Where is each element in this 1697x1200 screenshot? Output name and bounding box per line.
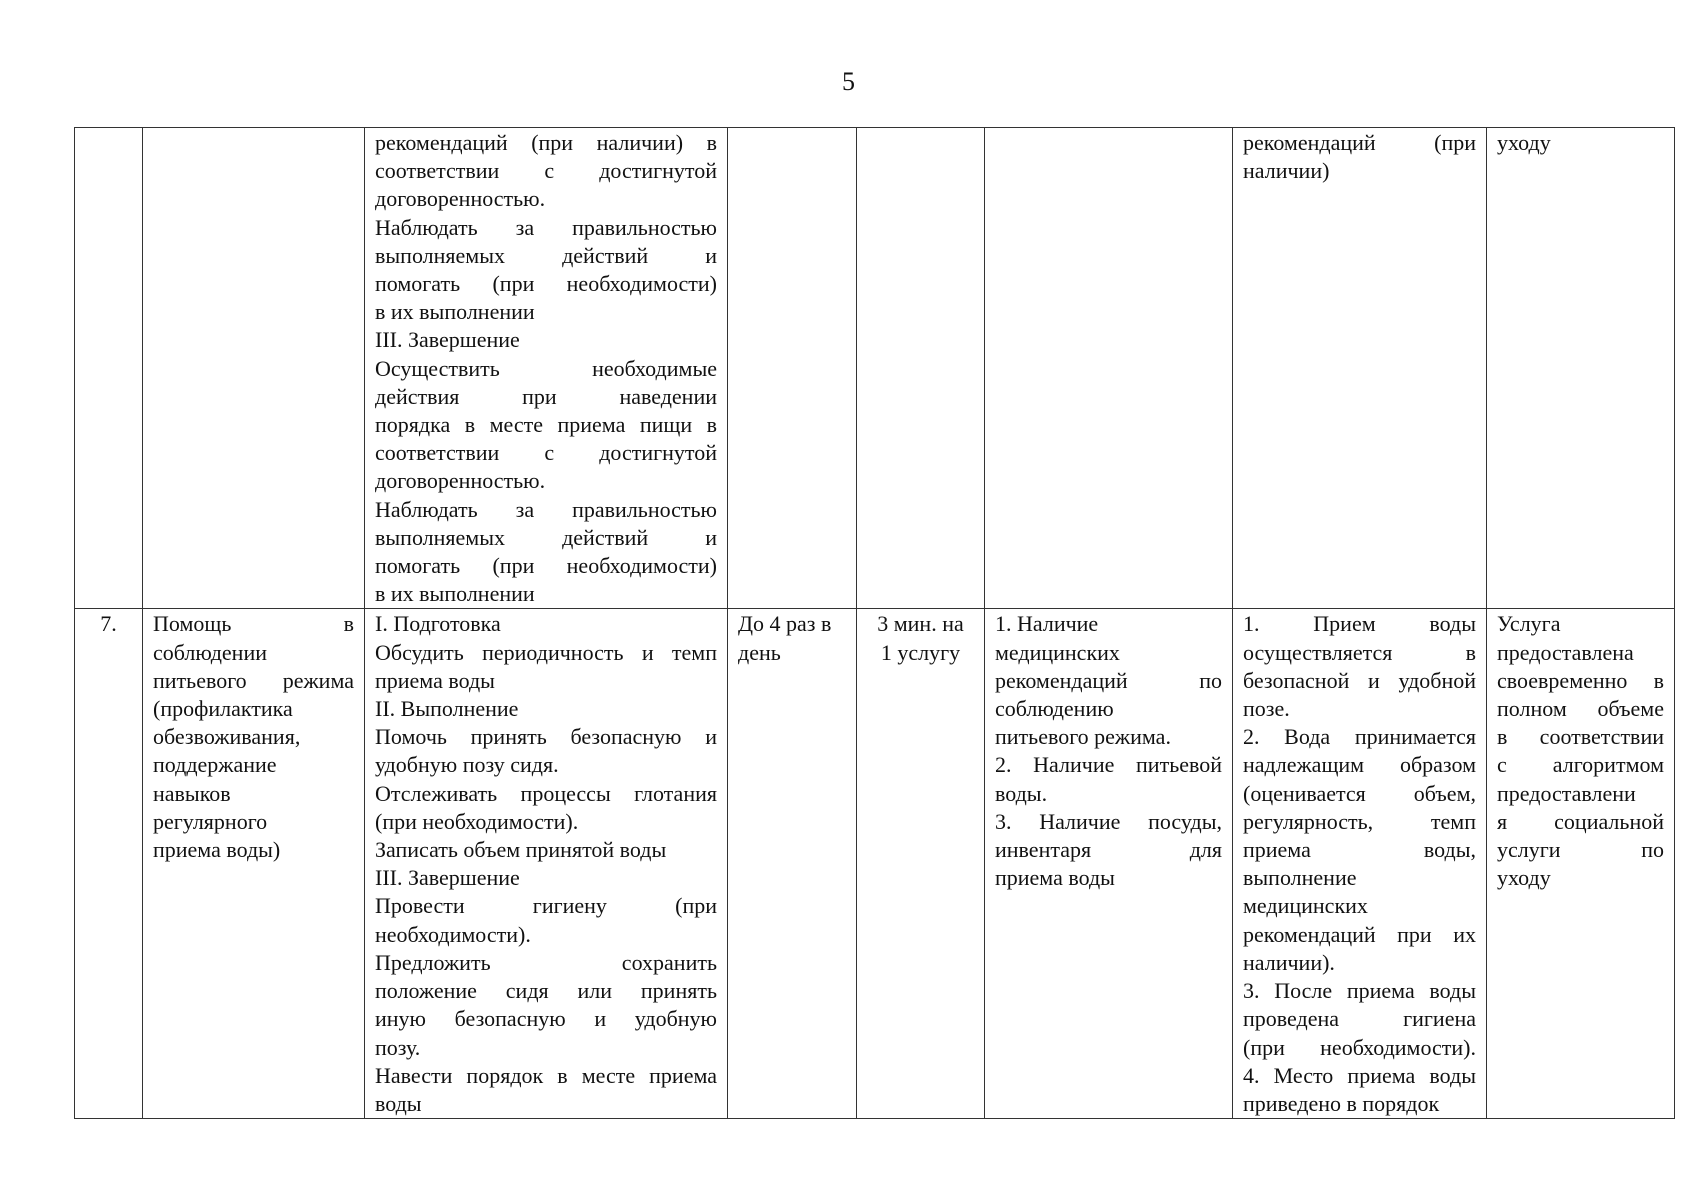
text-line: в их выполнении — [375, 299, 535, 325]
text-line: медицинских — [1243, 893, 1368, 919]
text-line: выполняемых действий и — [375, 524, 717, 550]
text-line: (при необходимости). — [375, 808, 579, 834]
text-line: поддержание — [153, 752, 277, 778]
text-line: питьевого режима. — [995, 724, 1171, 750]
cell-quality — [1233, 609, 1487, 1119]
cell-result — [1487, 609, 1675, 1119]
text-line: Предложить сохранить — [375, 949, 717, 975]
cell-service-description — [365, 609, 728, 1119]
table-row-7 — [75, 609, 1675, 1119]
text-line: навыков — [153, 780, 231, 806]
cell-result-continued — [1487, 128, 1675, 609]
text-line: Помощь в — [153, 611, 354, 637]
text-line: своевременно в — [1497, 667, 1664, 693]
text-line: рекомендаций по — [995, 667, 1222, 693]
text-line: соблюдении — [153, 639, 267, 665]
text-line: соблюдению — [995, 696, 1114, 722]
text-line: Навести порядок в месте приема — [375, 1062, 717, 1088]
text-line: регулярность, темп — [1243, 808, 1476, 834]
text-line: приема воды, — [1243, 837, 1476, 863]
section-heading: III. Завершение — [375, 865, 520, 891]
text-line: 3. Наличие посуды, — [995, 808, 1222, 834]
cell-name-empty — [143, 128, 365, 609]
text-line: 1. Прием воды — [1243, 611, 1476, 637]
text-line: осуществляется в — [1243, 639, 1476, 665]
text-line: выполнение — [1243, 865, 1357, 891]
page-number: 5 — [842, 67, 855, 96]
text-line: услуги по — [1497, 837, 1664, 863]
text-line: 2. Наличие питьевой — [995, 752, 1222, 778]
text-line: день — [738, 639, 781, 665]
text-line: уходу — [1497, 130, 1551, 155]
section-heading: I. Подготовка — [375, 611, 501, 637]
text-line: удобную позу сидя. — [375, 752, 559, 778]
cell-description-continued — [365, 128, 728, 609]
text-line: (профилактика — [153, 696, 293, 722]
text-line: 1. Наличие — [995, 611, 1099, 637]
text-line: приведено в порядок — [1243, 1090, 1440, 1116]
text-line: обезвоживания, — [153, 724, 301, 750]
text-line: помогать (при необходимости) — [375, 271, 717, 297]
text-line: Провести гигиену (при — [375, 893, 717, 919]
cell-row-number: 7. — [75, 609, 143, 1119]
text-line: в соответствии — [1497, 724, 1664, 750]
text-line: Услуга — [1497, 611, 1561, 637]
text-line: приема воды — [375, 667, 495, 693]
text-line: договоренностью. — [375, 468, 546, 494]
text-line: наличии) — [1243, 158, 1330, 184]
text-line: Отслеживать процессы глотания — [375, 780, 717, 806]
text-line: приема воды) — [153, 837, 281, 863]
cell-quality-continued — [1233, 128, 1487, 609]
text-line: действия при наведении — [375, 383, 717, 409]
text-line: рекомендаций (при наличии) в — [375, 130, 717, 155]
services-table — [74, 127, 1675, 1119]
cell-service-name — [143, 609, 365, 1119]
text-line: иную безопасную и удобную — [375, 1006, 717, 1032]
text-line: предоставлени — [1497, 780, 1636, 806]
text-line: рекомендаций при их — [1243, 921, 1476, 947]
text-line: полном объеме — [1497, 696, 1664, 722]
text-line: рекомендаций (при — [1243, 130, 1476, 155]
text-line: (при необходимости). — [1243, 1034, 1476, 1060]
text-line: До 4 раз в — [738, 611, 832, 637]
cell-frequency-empty — [728, 128, 857, 609]
text-line: питьевого режима — [153, 667, 354, 693]
text-line: проведена гигиена — [1243, 1006, 1476, 1032]
text-line: 1 услугу — [880, 639, 961, 665]
text-line: позу. — [375, 1034, 421, 1060]
cell-conditions — [985, 609, 1233, 1119]
cell-frequency — [728, 609, 857, 1119]
text-line: Записать объем принятой воды — [375, 837, 667, 863]
text-line: Осуществить необходимые — [375, 355, 717, 381]
cell-duration — [857, 609, 985, 1119]
text-line: безопасной и удобной — [1243, 667, 1476, 693]
text-line: Наблюдать за правильностью — [375, 496, 717, 522]
text-line: в их выполнении — [375, 581, 535, 607]
text-line: инвентаря для — [995, 837, 1222, 863]
text-line: порядка в месте приема пищи в — [375, 412, 717, 438]
text-line: уходу — [1497, 865, 1551, 891]
text-line: предоставлена — [1497, 639, 1634, 665]
text-line: 2. Вода принимается — [1243, 724, 1476, 750]
text-line: медицинских — [995, 639, 1120, 665]
cell-conditions-empty — [985, 128, 1233, 609]
text-line: договоренностью. — [375, 186, 546, 212]
text-line: 4. Место приема воды — [1243, 1062, 1476, 1088]
text-line: воды. — [995, 780, 1048, 806]
text-line: приема воды — [995, 865, 1115, 891]
text-line: наличии). — [1243, 949, 1335, 975]
text-line: Помочь принять безопасную и — [375, 724, 717, 750]
text-line: соответствии с достигнутой — [375, 158, 717, 184]
text-line: воды — [375, 1090, 422, 1116]
text-line: положение сидя или принять — [375, 978, 717, 1004]
text-line: соответствии с достигнутой — [375, 440, 717, 466]
section-heading: III. Завершение — [375, 327, 520, 353]
text-line: 3. После приема воды — [1243, 978, 1476, 1004]
text-line: выполняемых действий и — [375, 242, 717, 268]
text-line: (оценивается объем, — [1243, 780, 1476, 806]
text-line: Наблюдать за правильностью — [375, 214, 717, 240]
cell-duration-empty — [857, 128, 985, 609]
text-line: позе. — [1243, 696, 1290, 722]
cell-number-empty — [75, 128, 143, 609]
section-heading: II. Выполнение — [375, 696, 519, 722]
text-line: надлежащим образом — [1243, 752, 1476, 778]
text-line: с алгоритмом — [1497, 752, 1664, 778]
text-line: помогать (при необходимости) — [375, 553, 717, 579]
table-row-continued — [75, 128, 1675, 609]
text-line: необходимости). — [375, 921, 531, 947]
text-line: регулярного — [153, 808, 268, 834]
text-line: я социальной — [1497, 808, 1664, 834]
text-line: Обсудить периодичность и темп — [375, 639, 717, 665]
text-line: 3 мин. на — [877, 611, 964, 637]
